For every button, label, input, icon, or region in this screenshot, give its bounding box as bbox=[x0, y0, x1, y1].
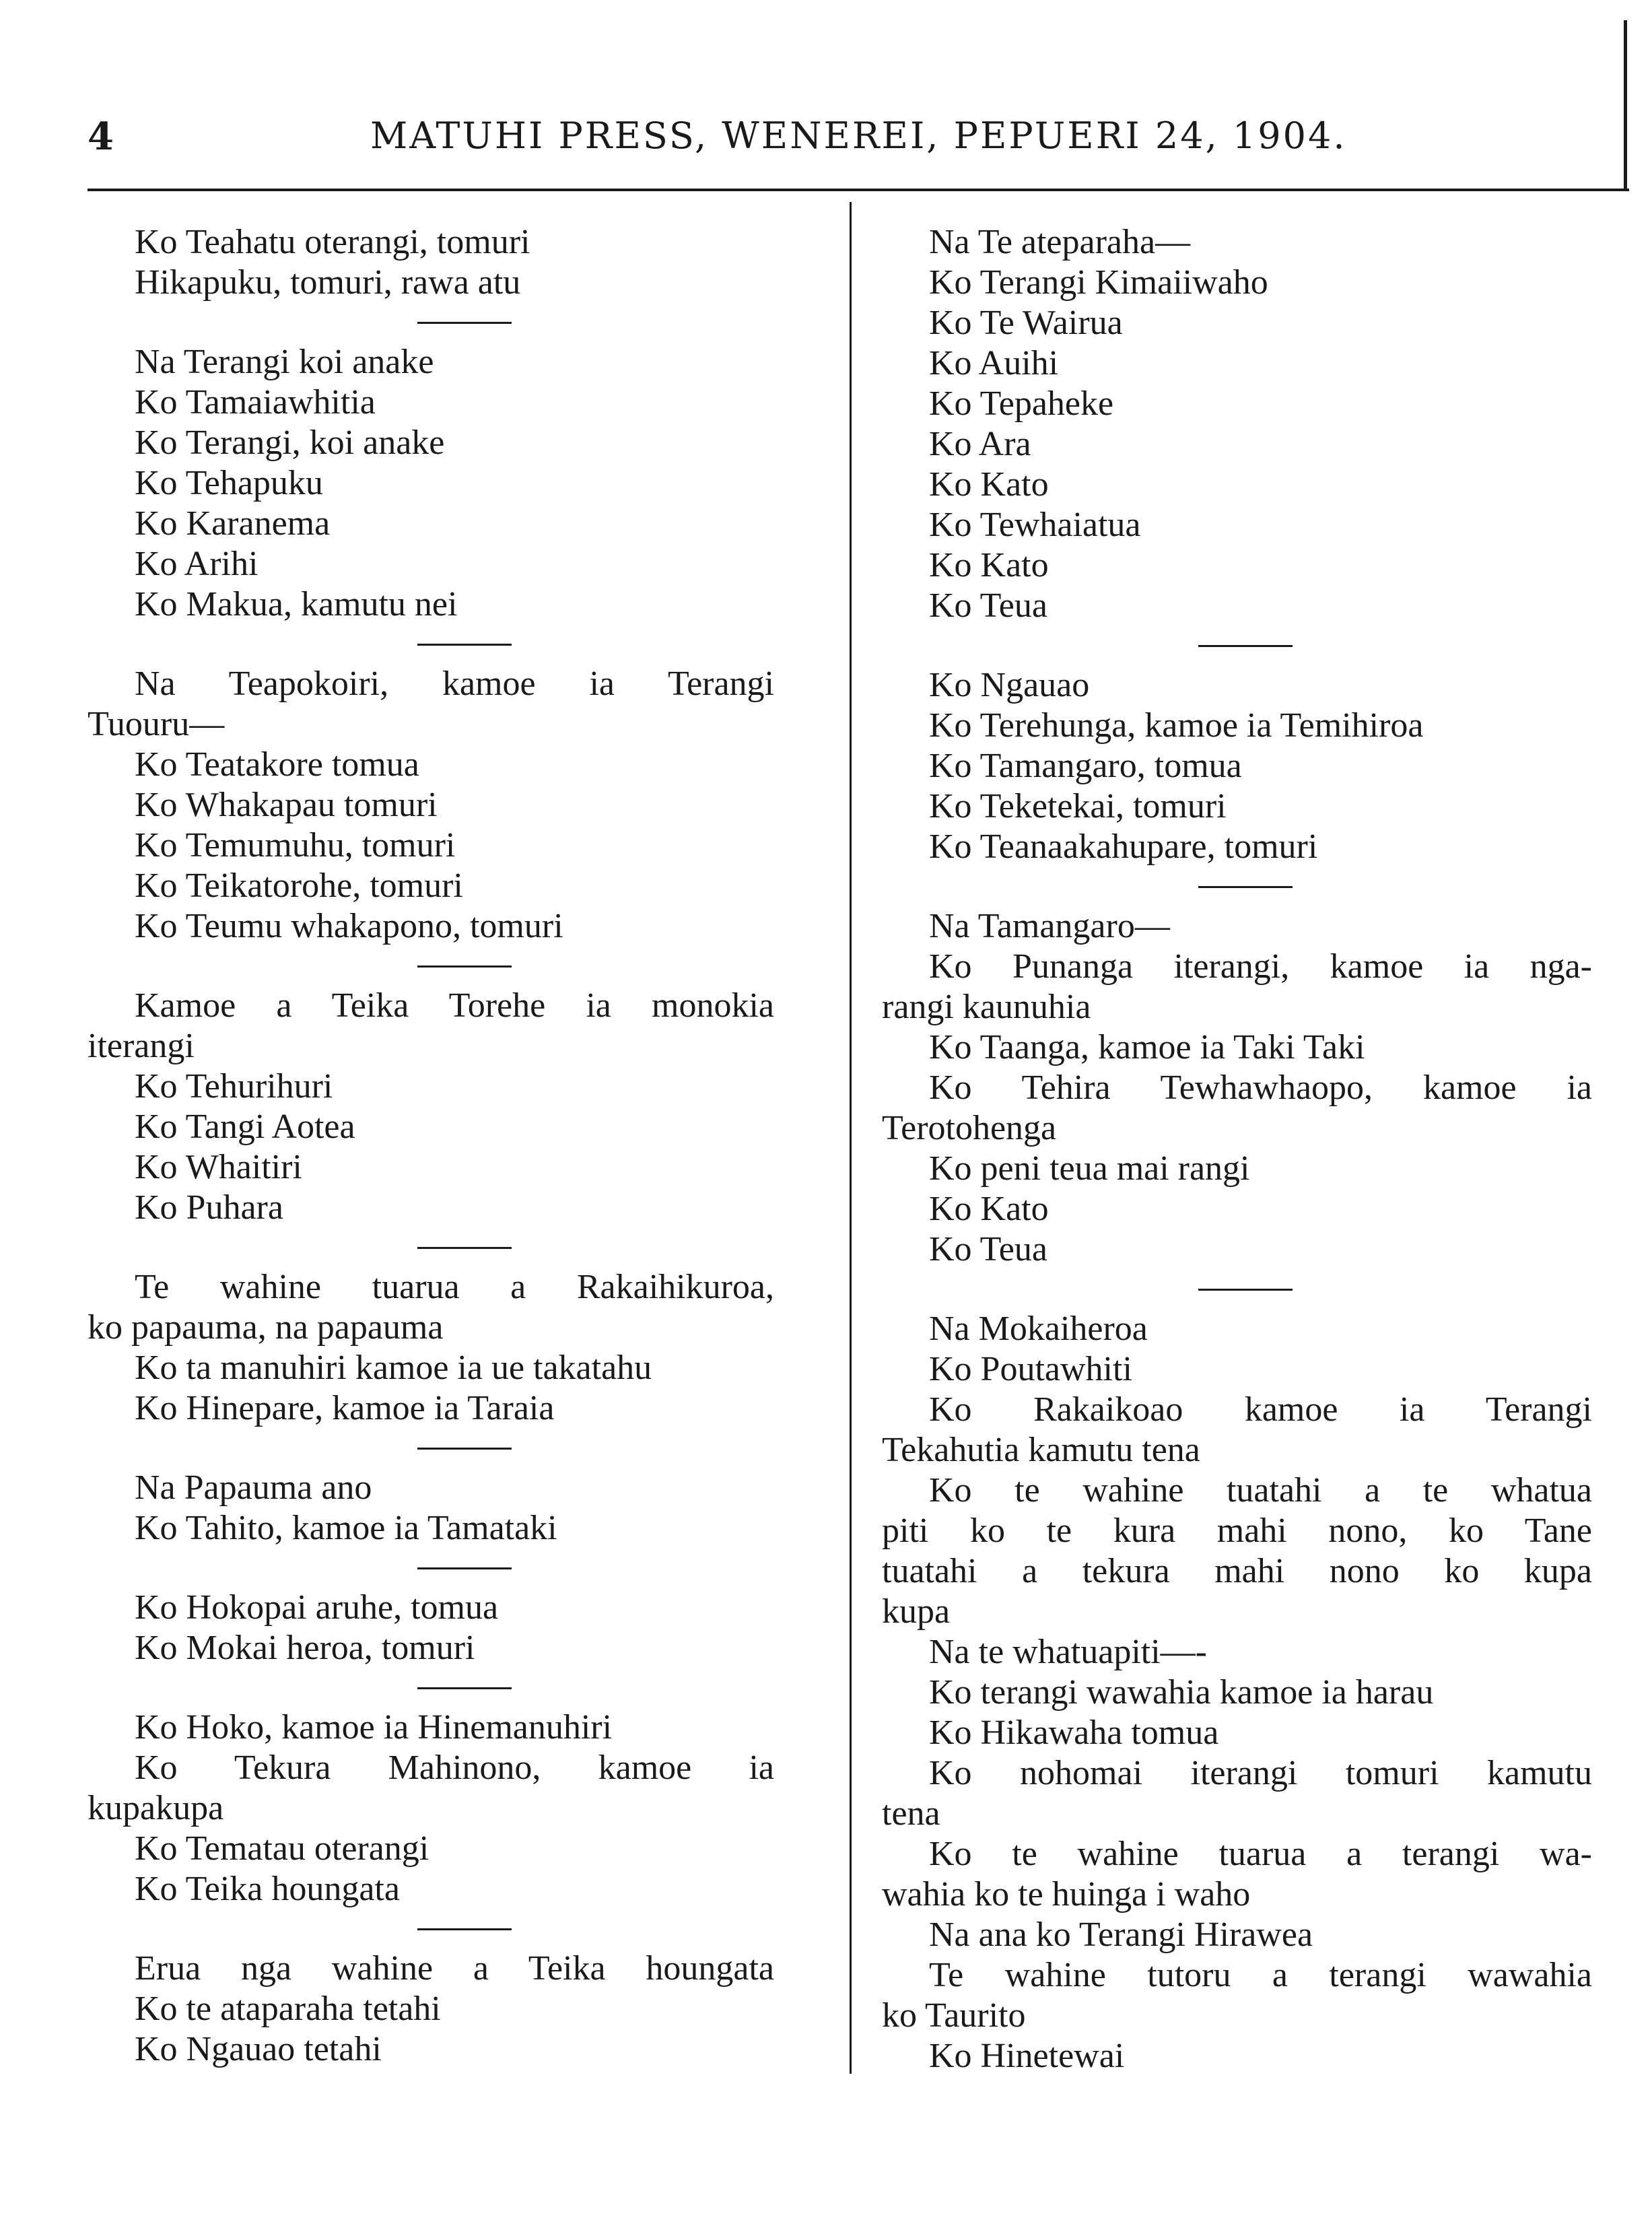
page-header bbox=[88, 114, 1367, 168]
text-line: Na ana ko Terangi Hirawea bbox=[929, 1916, 1313, 1954]
text-line: Ko Ara bbox=[929, 425, 1031, 463]
section-separator bbox=[417, 1928, 512, 1930]
text-line: Terotohenga bbox=[882, 1109, 1057, 1147]
text-line: tena bbox=[882, 1794, 940, 1833]
text-line: Tekahutia kamutu tena bbox=[882, 1431, 1200, 1469]
text-line: Ko Teumu whakapono, tomuri bbox=[135, 907, 563, 945]
text-line: Na Mokaiheroa bbox=[929, 1310, 1148, 1348]
text-line: Ko Hinetewai bbox=[929, 2037, 1125, 2075]
text-line: Ko Whaitiri bbox=[135, 1148, 302, 1186]
text-line: Ko Tahito, kamoe ia Tamataki bbox=[135, 1509, 557, 1547]
text-line: Ko Makua, kamutu nei bbox=[135, 585, 458, 623]
text-line: Ko Temumuhu, tomuri bbox=[135, 826, 456, 865]
text-line: Ko Mokai heroa, tomuri bbox=[135, 1629, 475, 1667]
text-line: Ko Teua bbox=[929, 586, 1047, 625]
text-line: Ko Tamaiawhitia bbox=[135, 383, 376, 421]
text-line: Ko te ataparaha tetahi bbox=[135, 1990, 441, 2028]
text-line: Ko Taanga, kamoe ia Taki Taki bbox=[929, 1028, 1365, 1066]
right-column bbox=[882, 222, 1592, 2076]
text-line: Ko Rakaikoao kamoe ia Terangi bbox=[929, 1390, 1592, 1429]
text-line: Ko Teahatu oterangi, tomuri bbox=[135, 223, 530, 261]
text-line: tuatahi a tekura mahi nono ko kupa bbox=[882, 1552, 1592, 1590]
text-line: rangi kaunuhia bbox=[882, 988, 1091, 1026]
section-separator bbox=[417, 644, 512, 646]
text-line: Ko Terehunga, kamoe ia Temihiroa bbox=[929, 706, 1424, 745]
text-line: kupakupa bbox=[88, 1789, 224, 1827]
text-line: Na Papauma ano bbox=[135, 1468, 372, 1507]
text-line: Ko nohomai iterangi tomuri kamutu bbox=[929, 1754, 1592, 1792]
text-line: Ko Teketekai, tomuri bbox=[929, 787, 1227, 825]
text-line: wahia ko te huinga i waho bbox=[882, 1875, 1251, 1913]
text-line: Ko Te Wairua bbox=[929, 304, 1123, 342]
text-line: Kamoe a Teika Torehe ia monokia bbox=[135, 986, 774, 1025]
text-line: Ko Teanaakahupare, tomuri bbox=[929, 827, 1318, 866]
section-separator bbox=[417, 1247, 512, 1249]
text-line: Te wahine tuarua a Rakaihikuroa, bbox=[135, 1268, 774, 1306]
text-line: ko papauma, na papauma bbox=[88, 1308, 444, 1347]
text-line: Ko terangi wawahia kamoe ia harau bbox=[929, 1673, 1434, 1712]
text-line: Ko Tehurihuri bbox=[135, 1067, 333, 1106]
text-line: Na Teapokoiri, kamoe ia Terangi bbox=[135, 665, 774, 703]
section-separator bbox=[1198, 645, 1293, 647]
text-line: Ko Tekura Mahinono, kamoe ia bbox=[135, 1749, 774, 1787]
section-separator bbox=[1198, 886, 1293, 888]
text-line: Na te whatuapiti—- bbox=[929, 1633, 1207, 1671]
section-separator bbox=[417, 1687, 512, 1689]
text-line: Ko Teua bbox=[929, 1230, 1047, 1268]
text-line: Ko Kato bbox=[929, 546, 1049, 584]
text-line: Ko peni teua mai rangi bbox=[929, 1149, 1250, 1188]
column-divider bbox=[850, 202, 852, 2074]
text-line: Ko Auihi bbox=[929, 344, 1059, 382]
text-line: Ko Hinepare, kamoe ia Taraia bbox=[135, 1389, 555, 1427]
text-line: piti ko te kura mahi nono, ko Tane bbox=[882, 1512, 1592, 1550]
text-line: Na Te ateparaha— bbox=[929, 223, 1191, 261]
text-line: Ko Terangi, koi anake bbox=[135, 424, 445, 462]
text-line: Ko te wahine tuarua a terangi wa- bbox=[929, 1835, 1592, 1873]
text-line: Ko Punanga iterangi, kamoe ia nga- bbox=[929, 947, 1592, 986]
text-line: Ko Tematau oterangi bbox=[135, 1829, 429, 1868]
section-separator bbox=[417, 965, 512, 968]
section-separator bbox=[1198, 1289, 1293, 1291]
text-line: Ko Poutawhiti bbox=[929, 1350, 1132, 1388]
text-line: Ko Puhara bbox=[135, 1188, 283, 1227]
text-line: Ko Tewhaiatua bbox=[929, 506, 1141, 544]
text-line: Ko Tehapuku bbox=[135, 464, 323, 502]
page-number: 4 bbox=[88, 114, 114, 159]
text-line: Ko Hoko, kamoe ia Hinemanuhiri bbox=[135, 1708, 613, 1747]
text-line: Ko Tehira Tewhawhaopo, kamoe ia bbox=[929, 1069, 1592, 1107]
text-line: Ko Hokopai aruhe, tomua bbox=[135, 1588, 499, 1627]
text-line: Ko Kato bbox=[929, 465, 1049, 504]
text-line: Ko Teatakore tomua bbox=[135, 745, 419, 784]
text-line: Na Terangi koi anake bbox=[135, 343, 434, 381]
text-line: Erua nga wahine a Teika houngata bbox=[135, 1949, 774, 1988]
text-line: Ko Tepaheke bbox=[929, 384, 1114, 423]
masthead: MATUHI PRESS, WENEREI, PEPUERI 24, 1904. bbox=[370, 114, 1347, 157]
left-column bbox=[88, 222, 774, 2070]
text-line: iterangi bbox=[88, 1027, 195, 1065]
text-line: Ko Tamangaro, tomua bbox=[929, 747, 1242, 785]
text-line: Ko Terangi Kimaiiwaho bbox=[929, 263, 1268, 302]
text-line: Ko Kato bbox=[929, 1190, 1049, 1228]
text-line: kupa bbox=[882, 1592, 951, 1631]
text-line: Ko Ngauao bbox=[929, 666, 1090, 704]
header-rule bbox=[88, 189, 1629, 191]
text-line: ko Taurito bbox=[882, 1996, 1026, 2035]
text-line: Na Tamangaro— bbox=[929, 907, 1170, 945]
text-line: Ko Tangi Aotea bbox=[135, 1108, 355, 1146]
text-line: Ko Teika houngata bbox=[135, 1870, 400, 1908]
text-line: Ko ta manuhiri kamoe ia ue takatahu bbox=[135, 1349, 652, 1387]
text-line: Ko Whakapau tomuri bbox=[135, 786, 438, 824]
text-line: Ko Karanema bbox=[135, 504, 331, 543]
text-line: Te wahine tutoru a terangi wawahia bbox=[929, 1956, 1592, 1994]
section-separator bbox=[417, 322, 512, 324]
section-separator bbox=[417, 1567, 512, 1569]
text-line: Tuouru— bbox=[88, 705, 225, 743]
text-line: Ko Hikawaha tomua bbox=[929, 1714, 1219, 1752]
text-line: Ko te wahine tuatahi a te whatua bbox=[929, 1471, 1592, 1510]
text-line: Hikapuku, tomuri, rawa atu bbox=[135, 263, 521, 302]
text-line: Ko Teikatorohe, tomuri bbox=[135, 867, 463, 905]
text-line: Ko Ngauao tetahi bbox=[135, 2030, 382, 2068]
text-line: Ko Arihi bbox=[135, 545, 259, 583]
page-edge-mark bbox=[1624, 20, 1627, 189]
section-separator bbox=[417, 1448, 512, 1450]
